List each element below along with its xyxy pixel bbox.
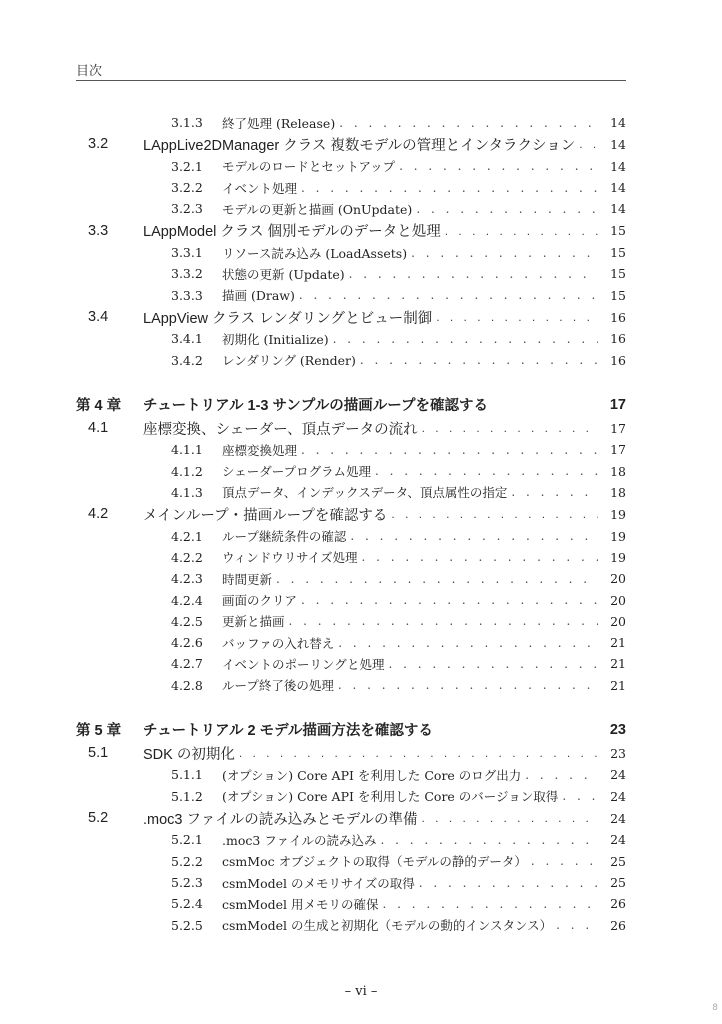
dot-leader [381,833,598,847]
entry-page: 17 [609,396,626,413]
entry-page: 15 [610,266,626,282]
entry-page: 24 [610,788,626,804]
entry-number: 4.2.6 [171,635,203,651]
toc-entry-chap[interactable] [76,718,626,742]
entry-title: LAppModel クラス 個別モデルのデータと処理 [143,224,441,241]
entry-number: 4.2.8 [171,677,203,693]
entry-title: SDK の初期化 [143,746,235,763]
entry-page: 14 [610,115,626,131]
entry-title: チュートリアル 1-3 サンプルの描画ループを確認する [143,398,488,415]
entry-number: 5.2.5 [171,917,203,933]
entry-page: 18 [610,463,626,479]
entry-number: 3.1.3 [171,115,203,131]
toc-entry-sec[interactable] [76,807,626,829]
entry-title: チュートリアル 2 モデル描画方法を確認する [143,723,433,740]
entry-number: 5.2.4 [171,896,203,912]
entry-title: csmModel の生成と初期化（モデルの動的インスタンス） [222,918,553,934]
entry-title: csmModel のメモリサイズの取得 [222,875,415,891]
entry-title: (オプション) Core API を利用した Core のバージョン取得 [222,789,559,805]
toc-entry-sub[interactable] [76,547,626,568]
toc-entry-sub[interactable] [76,263,626,284]
toc-entry-sub[interactable] [76,786,626,807]
entry-page: 21 [610,677,626,693]
entry-title: バッファの入れ替え [222,635,335,651]
entry-page: 17 [610,420,626,436]
entry-number: 4.2 [88,506,109,523]
entry-page: 14 [610,158,626,174]
entry-title: LAppView クラス レンダリングとビュー制御 [143,310,433,327]
dot-leader [276,572,598,586]
entry-title: モデルのロードとセットアップ [222,159,396,175]
entry-page: 19 [610,528,626,544]
entry-title: リソース読み込み (LoadAssets) [222,245,408,261]
toc-entry-sub[interactable] [76,482,626,503]
dot-leader [362,550,598,564]
entry-title: モデルの更新と描画 (OnUpdate) [222,201,413,217]
entry-page: 14 [610,201,626,217]
entry-page: 25 [610,853,626,869]
running-header: 目次 [76,64,103,79]
entry-number: 3.2 [88,136,109,153]
entry-page: 24 [610,810,626,826]
toc-entry-sub[interactable] [76,177,626,198]
toc-entry-sub[interactable] [76,242,626,263]
toc-entry-sub[interactable] [76,851,626,872]
entry-page: 15 [610,287,626,303]
dot-leader [338,636,598,650]
toc-entry-sub[interactable] [76,589,626,610]
entry-page: 18 [610,484,626,500]
toc-entry-sub[interactable] [76,568,626,589]
entry-page: 24 [610,767,626,783]
entry-number: 第 4 章 [76,398,122,415]
dot-leader [562,789,598,803]
table-of-contents [76,112,626,936]
entry-number: 3.3 [88,222,109,239]
entry-title: 終了処理 (Release) [222,115,336,131]
entry-title: 時間更新 [222,571,273,587]
dot-leader [289,614,598,628]
entry-title: csmMoc オブジェクトの取得（モデルの静的データ） [222,854,527,870]
entry-number: 3.3.1 [171,245,203,261]
dot-leader [389,657,598,671]
entry-page: 20 [610,571,626,587]
dot-leader [338,678,598,692]
dot-leader [422,811,599,825]
toc-entry-sub[interactable] [76,675,626,696]
entry-page: 15 [610,245,626,261]
toc-entry-sub[interactable] [76,350,626,371]
entry-page: 26 [610,917,626,933]
toc-entry-sec[interactable] [76,306,626,328]
entry-number: 5.1 [88,745,109,762]
entry-page: 14 [610,136,626,152]
toc-entry-sub[interactable] [76,156,626,177]
dot-leader [391,507,598,521]
toc-entry-sub[interactable] [76,653,626,674]
toc-entry-sub[interactable] [76,328,626,349]
toc-entry-sub[interactable] [76,461,626,482]
entry-number: 第 5 章 [76,723,122,740]
entry-number: 3.4 [88,309,109,326]
dot-leader [301,593,598,607]
dot-leader [422,421,598,435]
entry-number: 5.1.1 [171,767,203,783]
entry-number: 3.3.2 [171,266,203,282]
entry-page: 21 [610,635,626,651]
entry-number: 3.4.2 [171,352,203,368]
dot-leader [350,529,598,543]
entry-number: 4.1.2 [171,463,203,479]
entry-number: 5.2.2 [171,853,203,869]
header-rule [76,80,626,81]
entry-title: 画面のクリア [222,593,298,609]
entry-title: .moc3 ファイルの読み込み [222,832,377,848]
entry-number: 3.3.3 [171,287,203,303]
entry-page: 15 [610,223,626,239]
dot-leader [399,159,598,173]
toc-entry-sub[interactable] [76,285,626,306]
entry-number: 4.2.3 [171,571,203,587]
entry-title: イベント処理 [222,180,298,196]
entry-page: 24 [610,832,626,848]
dot-leader [436,310,598,324]
entry-title: 頂点データ、インデックスデータ、頂点属性の指定 [222,485,508,501]
toc-entry-sub[interactable] [76,829,626,850]
dot-leader [299,288,598,302]
toc-entry-sub[interactable] [76,439,626,460]
entry-page: 21 [610,656,626,672]
entry-title: 描画 (Draw) [222,288,295,304]
dot-leader [579,137,598,151]
entry-page: 20 [610,592,626,608]
entry-number: 4.2.5 [171,613,203,629]
entry-page: 20 [610,613,626,629]
entry-page: 25 [610,875,626,890]
entry-title: ループ終了後の処理 [222,678,334,694]
dot-leader [556,918,598,932]
toc-entry-sec[interactable] [76,417,626,439]
entry-page: 16 [610,309,626,325]
entry-number: 5.2 [88,810,109,827]
entry-title: ループ継続条件の確認 [222,529,347,545]
entry-number: 5.1.2 [171,788,203,804]
dot-leader [411,246,598,260]
entry-title: イベントのポーリングと処理 [222,656,385,672]
dot-leader [511,485,598,499]
toc-entry-sec[interactable] [76,742,626,764]
entry-number: 5.2.3 [171,875,203,890]
entry-title: 座標変換、シェーダー、頂点データの流れ [143,421,418,438]
entry-title: 更新と描画 [222,614,285,630]
dot-leader [382,897,598,911]
entry-number: 4.2.1 [171,528,203,544]
entry-number: 3.4.1 [171,331,203,347]
page-number: – vi – [344,984,378,999]
entry-title: 座標変換処理 [222,442,298,458]
toc-entry-chap[interactable] [76,393,626,417]
dot-leader [445,224,598,238]
entry-page: 23 [609,721,626,738]
toc-entry-sub[interactable] [76,893,626,914]
entry-number: 4.1.3 [171,484,203,500]
dot-leader [349,267,598,281]
toc-entry-sub[interactable] [76,764,626,785]
dot-leader [239,746,598,760]
entry-title: .moc3 ファイルの読み込みとモデルの準備 [143,811,418,828]
dot-leader [339,116,598,130]
toc-entry-sub[interactable] [76,872,626,893]
toc-entry-sec[interactable] [76,503,626,525]
entry-title: csmModel 用メモリの確保 [222,896,379,912]
entry-title: シェーダープログラム処理 [222,464,372,480]
dot-leader [375,464,598,478]
dot-leader [419,876,598,890]
entry-page: 16 [610,352,626,368]
entry-number: 3.2.1 [171,158,203,174]
toc-entry-sub[interactable] [76,611,626,632]
entry-number: 3.2.2 [171,180,203,196]
entry-number: 5.2.1 [171,832,203,848]
entry-number: 4.2.2 [171,549,203,565]
entry-title: (オプション) Core API を利用した Core のログ出力 [222,767,522,783]
entry-title: 状態の更新 (Update) [222,266,345,282]
dot-leader [531,854,598,868]
entry-page: 19 [610,549,626,565]
toc-entry-sub[interactable] [76,526,626,547]
entry-page: 17 [610,442,626,458]
entry-title: 初期化 (Initialize) [222,331,329,347]
entry-number: 4.2.7 [171,656,203,672]
entry-number: 4.1.1 [171,442,203,458]
dot-leader [301,181,598,195]
entry-number: 4.1 [88,420,109,437]
entry-title: LAppLive2DManager クラス 複数モデルの管理とインタラクション [143,137,576,154]
entry-number: 4.2.4 [171,592,203,608]
dot-leader [360,353,598,367]
entry-page: 23 [610,745,626,761]
toc-entry-sub[interactable] [76,914,626,935]
entry-page: 26 [610,896,626,912]
toc-entry-sec[interactable] [76,220,626,242]
entry-number: 3.2.3 [171,201,203,217]
toc-entry-sub[interactable] [76,632,626,653]
entry-title: ウィンドウリサイズ処理 [222,550,358,566]
entry-title: メインループ・描画ループを確認する [143,507,388,524]
entry-page: 19 [610,506,626,522]
toc-entry-sub[interactable] [76,198,626,219]
pdf-page-number: 8 [712,1003,718,1013]
dot-leader [525,768,598,782]
dot-leader [416,202,598,216]
toc-entry-sec[interactable] [76,133,626,155]
entry-page: 16 [610,331,626,347]
toc-entry-sub[interactable] [76,112,626,133]
dot-leader [301,443,598,457]
dot-leader [333,332,598,346]
entry-page: 14 [610,180,626,196]
entry-title: レンダリング (Render) [222,353,356,369]
